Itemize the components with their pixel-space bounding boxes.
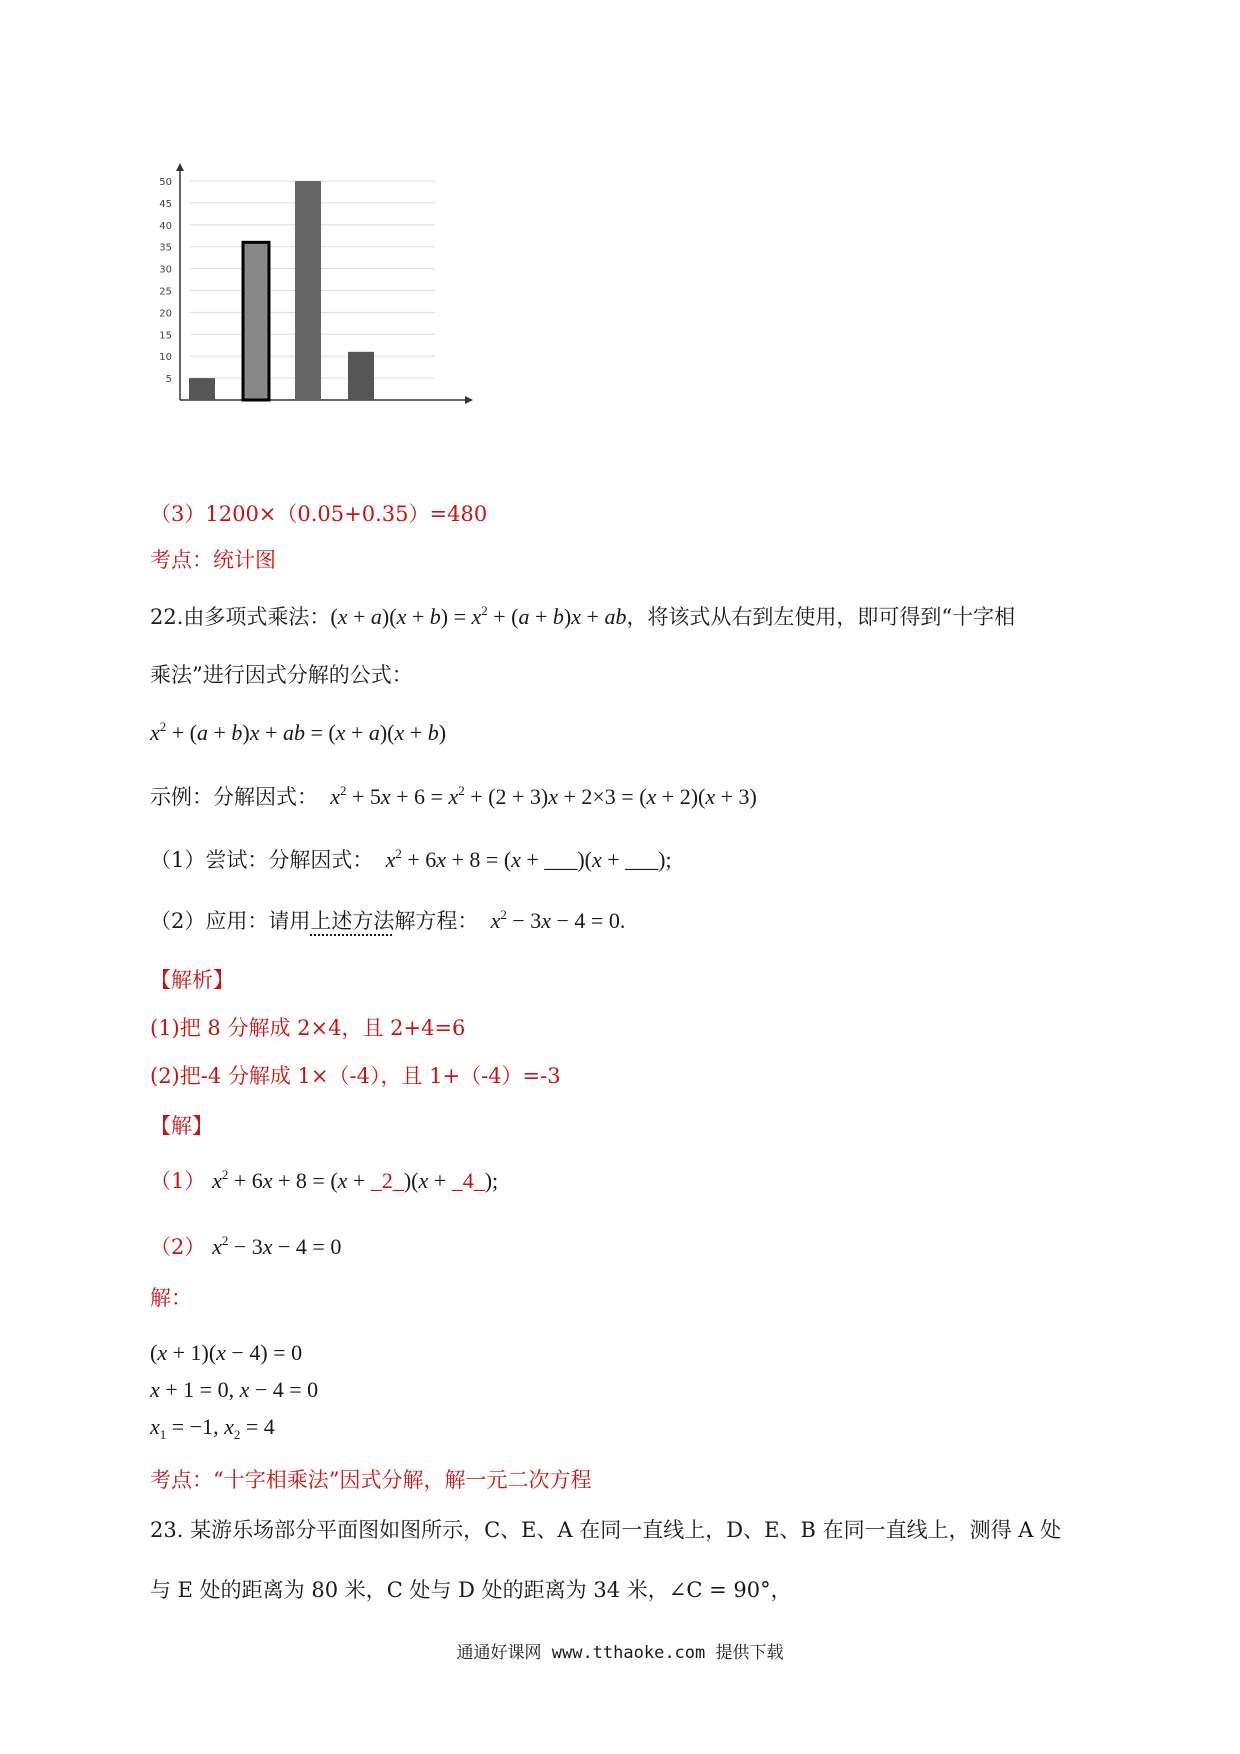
chart-y-tick-label: 45 [159,198,172,210]
q22-line2: 乘法”进行因式分解的公式： [150,663,413,687]
ans1 [150,1168,498,1194]
q22-intro [150,604,1015,630]
q22-example [150,784,757,810]
q21-part3-answer: （3）1200×（0.05+0.35）=480 [150,502,488,526]
solution-step2: x + 1 = 0, x − 4 = 0 [150,1377,319,1402]
chart-y-tick-label: 50 [159,177,172,188]
chart-bar [243,242,269,400]
q22-example-formula: $x^2 + 5x + 6 = x^2 + (2 + 3)x + 2\times 3 = (x + 2)(x + 3)$ [330,783,757,809]
jiexi-title: 【解析】 [150,968,234,992]
q23-line2: 与 E 处的距离为 80 米，C 处与 D 处的距离为 34 米，∠C = 90°， [150,1578,792,1602]
jiexi-2: (2)把-4 分解成 1×（-4），且 1+（-4）=-3 [150,1064,561,1088]
solution-step3: $x_1 = -1$, $x_2 = 4$ [150,1414,275,1442]
q22-kaodian: 考点：“十字相乘法”因式分解，解一元二次方程 [150,1468,592,1492]
ans1-formula: $x^2 + 6x + 8 = (x$ + _2_)(x + _4_); [212,1167,499,1193]
q22-part1-formula: $x^2 + 6x + 8 = (x$ + ___)(x + ___); [385,846,672,872]
q22-part2-formula: $x^2 - 3x - 4 = 0$. [490,907,626,933]
q22-part1-label: （1）尝试：分解因式： [150,848,374,872]
q22-intro-after: ，将该式从右到左使用，即可得到“十字相 [626,605,1016,629]
q22-part1 [150,847,672,873]
ans2-formula: $x^2 - 3x - 4 = 0$ [212,1233,342,1259]
jie-title: 【解】 [150,1114,213,1138]
chart-y-tick-label: 10 [159,352,172,364]
q22-part2 [150,908,625,934]
chart-y-tick-label: 35 [159,242,172,254]
q22-formula-product: $(x + a)(x + b) = x^2 + (a + b)x$ + ab [330,603,627,629]
chart-y-tick-label: 20 [159,308,172,320]
chart-bar [348,352,374,400]
jiexi-1: (1)把 8 分解成 2×4，且 2+4=6 [150,1016,466,1040]
chart-x-axis-arrow [465,396,473,404]
footer-text: 通通好课网 www.tthaoke.com 提供下载 [456,1643,784,1663]
q22-number: 22. [150,605,184,629]
ans2 [150,1234,341,1260]
chart-bar [295,181,321,400]
chart-y-axis-arrow [176,163,184,171]
chart-bar [189,378,215,400]
q23-line1: 23. 某游乐场部分平面图如图所示，C、E、A 在同一直线上，D、E、B 在同一直线上，测得 A 处 [150,1518,1062,1542]
ans1-label: （1） [150,1169,206,1193]
q21-kaodian: 考点：统计图 [150,548,276,572]
ans2-label: （2） [150,1235,206,1259]
q22-example-label: 示例：分解因式： [150,785,318,809]
jie-label: 解： [150,1286,192,1310]
q22-part2-after: 解方程： [394,909,479,933]
q22-part2-dotted: 上述方法 [310,909,395,933]
chart-y-tick-label: 25 [159,286,172,298]
chart-y-tick-label: 40 [159,220,172,232]
chart-y-tick-label: 15 [159,330,172,342]
q22-part2-label: （2）应用：请用 [150,909,311,933]
chart-y-tick-label: 30 [159,264,172,276]
q22-intro-text: 由多项式乘法： [183,605,331,629]
bar-chart [140,155,500,440]
solution-step1: (x + 1)(x − 4) = 0 [150,1340,303,1365]
chart-y-tick-label: 5 [165,374,172,386]
q22-formula-factor: $x^2 + (a + b)x$ + ab = (x + a)(x + b) [150,719,447,745]
